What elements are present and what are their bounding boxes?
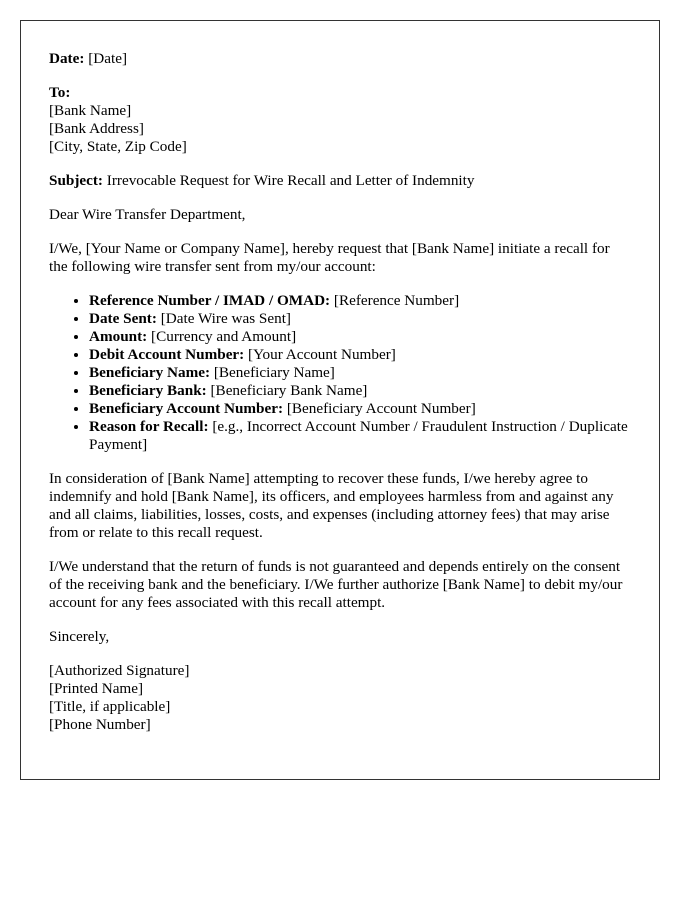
authorized-signature: [Authorized Signature] xyxy=(49,662,190,679)
recipient-city-state-zip: [City, State, Zip Code] xyxy=(49,138,187,155)
list-item xyxy=(89,418,631,454)
wire-details-list xyxy=(49,292,631,454)
subject-value: Irrevocable Request for Wire Recall and Letter of Indemnity xyxy=(106,172,475,189)
indemnity-paragraph: In consideration of [Bank Name] attempting to recover these funds, I/we hereby agree to indemnify and hold [Bank Name], its officers, and employees harmless from and against any and all claims, liabilities, losses, costs, and expenses (including attorney fees) that may arise from or relate to this recall request. xyxy=(49,470,614,541)
phone-number: [Phone Number] xyxy=(49,716,151,733)
list-item xyxy=(89,292,631,310)
subject-line xyxy=(49,172,631,190)
list-item xyxy=(89,328,631,346)
recipient-block xyxy=(49,84,631,156)
list-item xyxy=(89,382,631,400)
date-line xyxy=(49,50,631,68)
recipient-bank-name: [Bank Name] xyxy=(49,102,132,119)
to-label: To: xyxy=(49,84,71,101)
recipient-bank-address: [Bank Address] xyxy=(49,120,144,137)
date-value: [Date] xyxy=(88,50,128,67)
detail-label: Beneficiary Account Number: xyxy=(89,400,284,417)
detail-label: Debit Account Number: xyxy=(89,346,245,363)
detail-label: Date Sent: xyxy=(89,310,157,327)
list-item xyxy=(89,346,631,364)
detail-value: [Reference Number] xyxy=(333,292,460,309)
letter-document xyxy=(20,20,660,780)
detail-value: [Beneficiary Bank Name] xyxy=(210,382,368,399)
signer-title: [Title, if applicable] xyxy=(49,698,171,715)
detail-label: Beneficiary Bank: xyxy=(89,382,207,399)
detail-label: Beneficiary Name: xyxy=(89,364,211,381)
detail-value: [Date Wire was Sent] xyxy=(160,310,291,327)
salutation: Dear Wire Transfer Department, xyxy=(49,206,246,223)
printed-name: [Printed Name] xyxy=(49,680,144,697)
list-item xyxy=(89,400,631,418)
detail-value: [Beneficiary Name] xyxy=(213,364,335,381)
intro-paragraph: I/We, [Your Name or Company Name], hereby request that [Bank Name] initiate a recall for the following wire transfer sent from my/our account: xyxy=(49,240,610,275)
detail-value: [e.g., Incorrect Account Number / Fraudulent Instruction / Duplicate Payment] xyxy=(89,418,628,453)
list-item xyxy=(89,310,631,328)
detail-value: [Currency and Amount] xyxy=(151,328,297,345)
detail-value: [Your Account Number] xyxy=(248,346,396,363)
detail-label: Reason for Recall: xyxy=(89,418,209,435)
date-label: Date: xyxy=(49,50,85,67)
detail-label: Reference Number / IMAD / OMAD: xyxy=(89,292,331,309)
closing: Sincerely, xyxy=(49,628,110,645)
list-item xyxy=(89,364,631,382)
subject-label: Subject: xyxy=(49,172,103,189)
detail-label: Amount: xyxy=(89,328,148,345)
signature-block xyxy=(49,662,631,734)
detail-value: [Beneficiary Account Number] xyxy=(286,400,476,417)
understanding-paragraph: I/We understand that the return of funds is not guaranteed and depends entirely on the consent of the receiving bank and the beneficiary. I/We further authorize [Bank Name] to debit my/our account for any fees associated with this recall attempt. xyxy=(49,558,623,611)
